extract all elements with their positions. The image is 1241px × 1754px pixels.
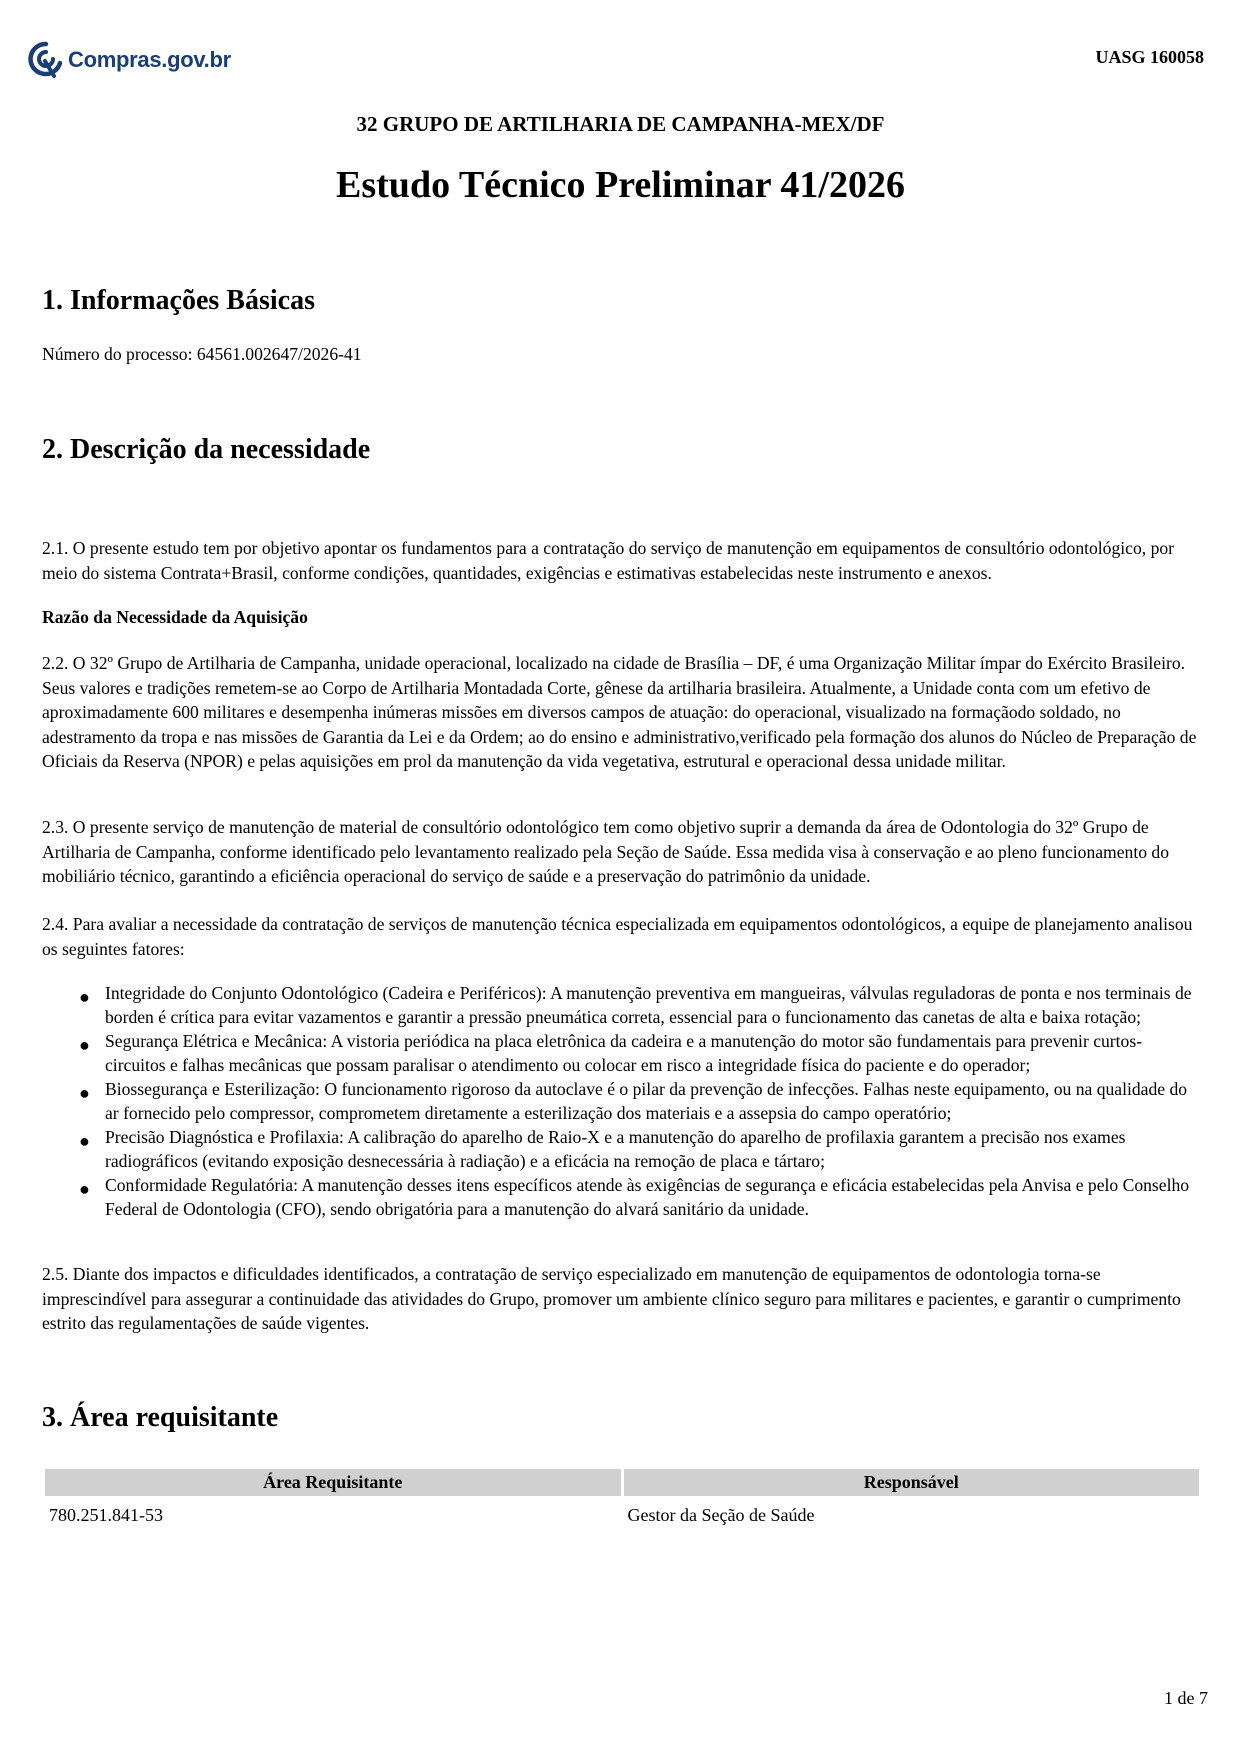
page-number: 1 de 7	[1164, 1688, 1208, 1708]
cell-responsible: Gestor da Seção de Saúde	[627, 1505, 815, 1525]
bullet-icon: ●	[79, 1083, 90, 1103]
column-header-responsible: Responsável	[624, 1469, 1200, 1496]
necessity-subheading: Razão da Necessidade da Aquisição	[42, 607, 308, 627]
table-row	[45, 1499, 1199, 1532]
bullet-icon: ●	[79, 987, 90, 1007]
uasg-code: UASG 160058	[1095, 47, 1204, 67]
document-title: Estudo Técnico Preliminar 41/2026	[336, 164, 905, 206]
bullet-icon: ●	[79, 1179, 90, 1199]
cell-area: 780.251.841-53	[49, 1505, 163, 1525]
paragraph-2-5: 2.5. Diante dos impactos e dificuldades identificados, a contratação de serviço especializado em manutenção de equipamentos de odontologia torna-se imprescindível para assegurar a continuidade das atividades do Grupo, promover um ambiente clínico seguro para militares e pacientes, e garantir o cumprimento estrito das regulamentações de saúde vigentes.	[42, 1264, 1181, 1333]
section-3-heading: 3. Área requisitante	[42, 1402, 279, 1433]
logo-text: Compras.gov.br	[68, 47, 231, 72]
paragraph-2-2: 2.2. O 32º Grupo de Artilharia de Campanha, unidade operacional, localizado na cidade de Brasília – DF, é uma Organização Militar ímpar do Exército Brasileiro. Seus valores e tradições remetem-se ao Corpo de Artilharia Montadada Corte, gênese da artilharia brasileira. Atualmente, a Unidade conta com um efetivo de aproximadamente 600 militares e desempenha inúmeras missões em diversos campos de atuação: do operacional, visualizado na formaçãodo soldado, no adestramento da tropa e nas missões de Garantia da Lei e da Ordem; ao do ensino e administrativo,verificado pela formação dos alunos do Núcleo de Preparação de Oficiais da Reserva (NPOR) e pelas aquisições em prol da manutenção da vida vegetativa, estrutural e operacional dessa unidade militar.	[42, 653, 1197, 771]
list-item-text: Biossegurança e Esterilização: O funcionamento rigoroso da autoclave é o pilar da prevenção de infecções. Falhas neste equipamento, ou na qualidade do ar fornecido pelo compressor, comprometem diretamente a esterilização dos materiais e a assepsia do campo operatório;	[105, 1079, 1188, 1123]
paragraph-2-3: 2.3. O presente serviço de manutenção de material de consultório odontológico tem como objetivo suprir a demanda da área de Odontologia do 32º Grupo de Artilharia de Campanha, conforme identificado pelo levantamento realizado pela Seção de Saúde. Essa medida visa à conservação e ao pleno funcionamento do mobiliário técnico, garantindo a eficiência operacional do serviço de saúde e a preservação do patrimônio da unidade.	[42, 817, 1170, 886]
bullet-icon: ●	[79, 1035, 90, 1055]
process-number: Número do processo: 64561.002647/2026-41	[42, 344, 362, 364]
organization-name: 32 GRUPO DE ARTILHARIA DE CAMPANHA-MEX/DF	[356, 112, 885, 136]
section-2-heading: 2. Descrição da necessidade	[42, 434, 371, 465]
requisitioning-area-table	[42, 1466, 1202, 1535]
bullet-icon: ●	[79, 1131, 90, 1151]
list-item	[42, 1077, 1202, 1125]
paragraph-2-1: 2.1. O presente estudo tem por objetivo apontar os fundamentos para a contratação do serviço de manutenção em equipamentos de consultório odontológico, por meio do sistema Contrata+Brasil, conforme condições, quantidades, exigências e estimativas estabelecidas neste instrumento e anexos.	[42, 538, 1175, 583]
list-item	[42, 981, 1202, 1029]
list-item	[42, 1029, 1202, 1077]
compras-logo-icon	[28, 41, 64, 79]
table-header-row	[45, 1469, 1199, 1496]
compras-logo	[28, 40, 231, 80]
list-item	[42, 1173, 1202, 1221]
column-header-area: Área Requisitante	[45, 1469, 621, 1496]
section-1-heading: 1. Informações Básicas	[42, 285, 315, 316]
list-item-text: Conformidade Regulatória: A manutenção desses itens específicos atende às exigências de segurança e eficácia estabelecidas pela Anvisa e pelo Conselho Federal de Odontologia (CFO), sendo obrigatória para a manutenção do alvará sanitário da unidade.	[105, 1175, 1190, 1219]
list-item-text: Precisão Diagnóstica e Profilaxia: A calibração do aparelho de Raio-X e a manutenção do aparelho de profilaxia garantem a precisão nos exames radiográficos (evitando exposição desnecessária à radiação) e a eficácia na remoção de placa e tártaro;	[105, 1127, 1126, 1171]
list-item	[42, 1125, 1202, 1173]
list-item-text: Integridade do Conjunto Odontológico (Cadeira e Periféricos): A manutenção preventiva em mangueiras, válvulas reguladoras de ponta e nos terminais de borden é crítica para evitar vazamentos e garantir a pressão pneumática correta, essencial para o funcionamento das canetas de alta e baixa rotação;	[105, 983, 1192, 1027]
list-item-text: Segurança Elétrica e Mecânica: A vistoria periódica na placa eletrônica da cadeira e a manutenção do motor são fundamentais para prevenir curtos-circuitos e falhas mecânicas que possam paralisar o atendimento ou colocar em risco a integridade física do paciente e do operador;	[105, 1031, 1143, 1075]
paragraph-2-4: 2.4. Para avaliar a necessidade da contratação de serviços de manutenção técnica especializada em equipamentos odontológicos, a equipe de planejamento analisou os seguintes fatores:	[42, 914, 1193, 959]
factors-list	[42, 981, 1202, 1221]
